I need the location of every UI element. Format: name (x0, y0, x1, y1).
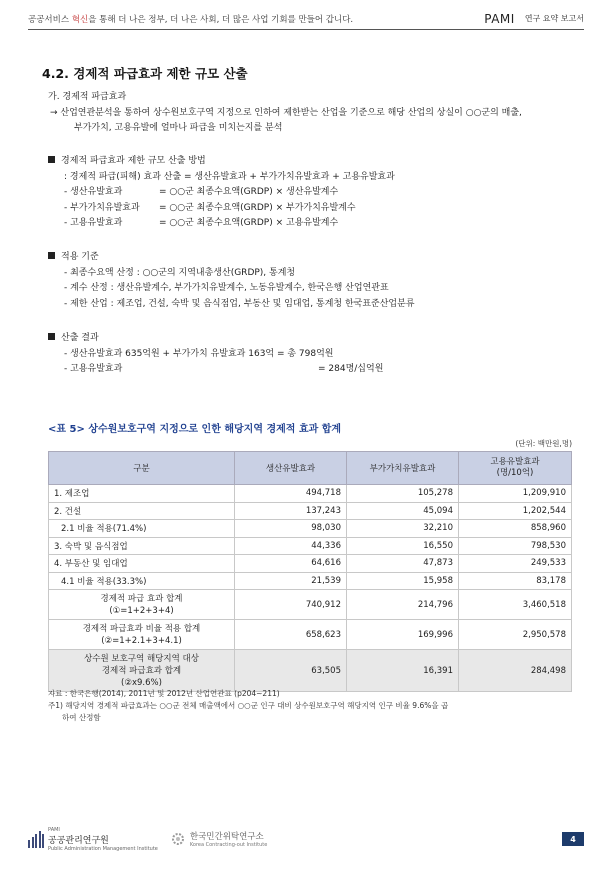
header-subtitle: 연구 요약 보고서 (524, 14, 584, 23)
row-label: 2. 건설 (49, 502, 235, 520)
table-row-sum3 (49, 650, 572, 692)
cell-value: 16,391 (347, 650, 459, 692)
b-line1: : 경제적 파급(피해) 효과 산출 = 생산유발효과 + 부가가치유발효과 + 고용유발효과 (64, 171, 395, 182)
cell-value: 21,539 (235, 572, 347, 590)
table-row-sum1 (49, 590, 572, 620)
pami-logo (28, 827, 158, 852)
cell-value: 64,616 (235, 555, 347, 573)
d-head: 산출 결과 (61, 333, 99, 343)
page-header (28, 8, 584, 30)
col-header: 구분 (49, 452, 235, 485)
col-header: 생산유발효과 (235, 452, 347, 485)
header-slogan: 공공서비스 혁신을 통해 더 나은 정부, 더 나은 사회, 더 많은 사업 기회를 만들어 갑니다. (28, 14, 354, 25)
c-line1: - 최종수요액 산정 : ○○군의 지역내총생산(GRDP), 통계청 (64, 267, 296, 278)
square-bullet-icon (48, 333, 55, 340)
col-header: 부가가치유발효과 (347, 452, 459, 485)
table-row (49, 485, 572, 503)
b-line4-label: - 고용유발효과 (64, 218, 123, 228)
b-line3-formula: = ○○군 최종수요액(GRDP) × 부가가치유발계수 (159, 202, 356, 213)
cell-value: 2,950,578 (459, 620, 572, 650)
table-notes (48, 688, 568, 724)
note-source: 자료 : 한국은행(2014), 2011년 및 2012년 산업연관표 (p204~211) (48, 689, 280, 698)
a-line2: 부가가치, 고용유발에 얼마나 파급을 미치는지를 분석 (74, 123, 283, 133)
table-row (49, 537, 572, 555)
cell-value: 1,209,910 (459, 485, 572, 503)
cell-value: 169,996 (347, 620, 459, 650)
effects-table (48, 451, 572, 692)
cell-value: 494,718 (235, 485, 347, 503)
cell-value: 105,278 (347, 485, 459, 503)
table-unit: (단위: 백만원,명) (515, 439, 572, 448)
section-c (48, 250, 584, 312)
col-header: 고용유발효과 (명/10억) (459, 452, 572, 485)
cell-value: 45,094 (347, 502, 459, 520)
logo1-small: PAMI (48, 826, 60, 833)
c-line3: - 제한 산업 : 제조업, 건설, 숙박 및 음식점업, 부동산 및 임대업, 통계청 한국표준산업분류 (64, 298, 415, 309)
row-label: 1. 제조업 (49, 485, 235, 503)
cell-value: 98,030 (235, 520, 347, 538)
cell-value: 16,550 (347, 537, 459, 555)
table-row (49, 502, 572, 520)
row-label: 4. 부동산 및 임대업 (49, 555, 235, 573)
row-label: 4.1 비율 적용(33.3%) (49, 572, 235, 590)
cell-value: 858,960 (459, 520, 572, 538)
row-label: 2.1 비율 적용(71.4%) (49, 520, 235, 538)
section-a (48, 90, 584, 137)
table-row (49, 555, 572, 573)
table-row-sum2 (49, 620, 572, 650)
cell-value: 214,796 (347, 590, 459, 620)
cell-value: 249,533 (459, 555, 572, 573)
a-label: 가. 경제적 파급효과 (48, 92, 127, 102)
table-row (49, 520, 572, 538)
cell-value: 658,623 (235, 620, 347, 650)
gear-icon (170, 831, 186, 847)
cell-value: 137,243 (235, 502, 347, 520)
b-head: 경제적 파급효과 제한 규모 산출 방법 (61, 156, 206, 166)
b-line3-label: - 부가가치유발효과 (64, 202, 140, 213)
c-head: 적용 기준 (61, 252, 99, 262)
row-label: 경제적 파급 효과 합계 (①=1+2+3+4) (49, 590, 235, 620)
table-title: <표 5> 상수원보호구역 지정으로 인한 해당지역 경제적 효과 합계 (48, 424, 342, 435)
d-line1: - 생산유발효과 635억원 + 부가가치 유발효과 163억 = 총 798억원 (64, 348, 334, 359)
logo2-sub: Korea Contracting-out Institute (189, 842, 268, 848)
b-line2-label: - 생산유발효과 (64, 187, 123, 197)
b-line4-formula: = ○○군 최종수요액(GRDP) × 고용유발계수 (159, 218, 339, 228)
header-brand: PAMI (484, 11, 515, 26)
page-number: 4 (562, 832, 584, 846)
section-b (48, 154, 584, 232)
cell-value: 740,912 (235, 590, 347, 620)
page-footer (28, 828, 584, 850)
d-line2-value: = 284명/십억원 (318, 364, 384, 374)
b-line2-formula: = ○○군 최종수요액(GRDP) × 생산유발계수 (159, 187, 339, 197)
section-d (48, 331, 584, 378)
cell-value: 63,505 (235, 650, 347, 692)
cell-value: 1,202,544 (459, 502, 572, 520)
logo1-sub: Public Administration Management Institute (48, 845, 158, 852)
cell-value: 83,178 (459, 572, 572, 590)
cell-value: 15,958 (347, 572, 459, 590)
d-line2-label: - 고용유발효과 (64, 364, 123, 374)
note-1: 주1) 해당지역 경제적 파급효과는 ○○군 전체 매출액에서 ○○군 인구 대비 상수원보호구역 해당지역 인구 비율 9.6%을 곱 (48, 701, 449, 710)
cell-value: 284,498 (459, 650, 572, 692)
kci-logo (170, 830, 267, 848)
cell-value: 798,530 (459, 537, 572, 555)
row-label: 상수원 보호구역 해당지역 대상 경제적 파급효과 합계 (②x9.6%) (49, 650, 235, 692)
row-label: 경제적 파급효과 비율 적용 합계 (②=1+2.1+3+4.1) (49, 620, 235, 650)
cell-value: 47,873 (347, 555, 459, 573)
c-line2: - 계수 산정 : 생산유발계수, 부가가치유발계수, 노동유발계수, 한국은행 산업연관표 (64, 283, 389, 293)
bars-icon (28, 831, 44, 848)
square-bullet-icon (48, 156, 55, 163)
row-label: 3. 숙박 및 음식점업 (49, 537, 235, 555)
logo2-name: 한국민간위탁연구소 (189, 832, 264, 842)
note-1-cont: 하여 산정함 (62, 713, 101, 722)
table-row (49, 572, 572, 590)
square-bullet-icon (48, 252, 55, 259)
section-title: 4.2. 경제적 파급효과 제한 규모 산출 (42, 66, 248, 81)
cell-value: 32,210 (347, 520, 459, 538)
cell-value: 3,460,518 (459, 590, 572, 620)
a-line1: → 산업연관분석을 통하여 상수원보호구역 지정으로 인하여 제한받는 산업을 기준으로 해당 산업의 상실이 ○○군의 매출, (50, 107, 522, 118)
logo1-name: 공공관리연구원 (48, 835, 109, 846)
cell-value: 44,336 (235, 537, 347, 555)
